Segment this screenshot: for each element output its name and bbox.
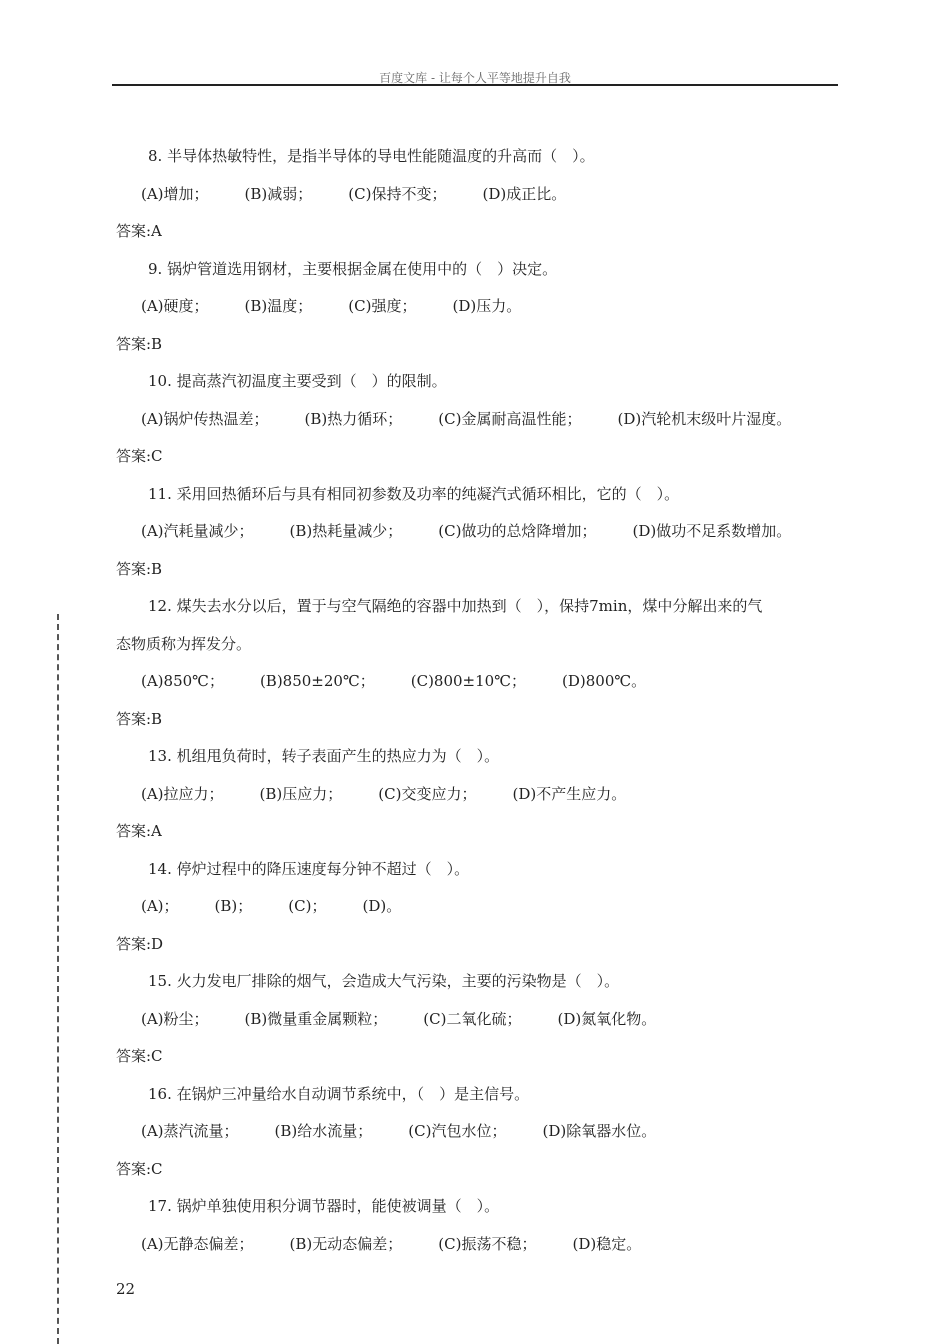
options-line: [141, 896, 401, 916]
answer-text: 答案:A: [116, 222, 162, 240]
option-c: (C)二氧化硫；: [423, 1010, 522, 1028]
option-a: (A)增加；: [141, 185, 209, 203]
option-d: (D)汽轮机末级叶片湿度。: [617, 410, 792, 428]
option-d: (D)稳定。: [572, 1235, 642, 1253]
question-text: 9. 锅炉管道选用钢材，主要根据金属在使用中的（ ）决定。: [148, 260, 558, 278]
question-text: 8. 半导体热敏特性，是指半导体的导电性能随温度的升高而（ ）。: [148, 147, 595, 165]
option-c: (C)；: [288, 897, 327, 915]
options-line: [141, 521, 791, 541]
question-text-continued: 态物质称为挥发分。: [116, 635, 252, 653]
option-a: (A)锅炉传热温差；: [141, 410, 269, 428]
option-b: (B)；: [214, 897, 253, 915]
option-a: (A)无静态偏差；: [141, 1235, 254, 1253]
option-d: (D)800℃。: [562, 672, 647, 690]
option-a: (A)；: [141, 897, 179, 915]
option-b: (B)微量重金属颗粒；: [244, 1010, 388, 1028]
option-b: (B)850±20℃；: [259, 672, 375, 690]
option-c: (C)交变应力；: [378, 785, 477, 803]
option-d: (D)压力。: [452, 297, 522, 315]
binding-margin-dashed-line: [57, 614, 59, 1344]
answer-text: 答案:C: [116, 1047, 163, 1065]
answer-text: 答案:B: [116, 710, 163, 728]
option-c: (C)做功的总焓降增加；: [438, 522, 597, 540]
answer-text: 答案:C: [116, 447, 163, 465]
option-c: (C)汽包水位；: [408, 1122, 507, 1140]
question-text: 14. 停炉过程中的降压速度每分钟不超过（ ）。: [148, 860, 470, 878]
option-d: (D)氮氧化物。: [557, 1010, 657, 1028]
header-title: 百度文库 - 让每个人平等地提升自我: [379, 71, 571, 85]
options-line: [141, 1009, 656, 1029]
answer-text: 答案:D: [116, 935, 164, 953]
option-a: (A)粉尘；: [141, 1010, 209, 1028]
options-line: [141, 184, 566, 204]
answer-text: 答案:C: [116, 1160, 163, 1178]
options-line: [141, 296, 521, 316]
question-text: 11. 采用回热循环后与具有相同初参数及功率的纯凝汽式循环相比，它的（ ）。: [148, 485, 680, 503]
options-line: [141, 784, 626, 804]
page-number: 22: [116, 1280, 136, 1298]
option-d: (D)。: [362, 897, 402, 915]
option-b: (B)温度；: [244, 297, 313, 315]
option-b: (B)压应力；: [259, 785, 343, 803]
question-text: 12. 煤失去水分以后，置于与空气隔绝的容器中加热到（ ），保持7min，煤中分解出来的气: [148, 597, 763, 615]
option-c: (C)保持不变；: [348, 185, 447, 203]
option-a: (A)850℃；: [141, 672, 224, 690]
option-b: (B)给水流量；: [274, 1122, 373, 1140]
options-line: [141, 671, 646, 691]
answer-text: 答案:B: [116, 335, 163, 353]
options-line: [141, 409, 791, 429]
question-text: 10. 提高蒸汽初温度主要受到（ ）的限制。: [148, 372, 447, 390]
options-line: [141, 1121, 656, 1141]
option-d: (D)成正比。: [482, 185, 567, 203]
question-text: 15. 火力发电厂排除的烟气，会造成大气污染，主要的污染物是（ ）。: [148, 972, 620, 990]
option-c: (C)800±10℃；: [410, 672, 526, 690]
option-b: (B)减弱；: [244, 185, 313, 203]
option-a: (A)蒸汽流量；: [141, 1122, 239, 1140]
option-d: (D)不产生应力。: [512, 785, 627, 803]
question-text: 16. 在锅炉三冲量给水自动调节系统中，（ ）是主信号。: [148, 1085, 530, 1103]
option-c: (C)强度；: [348, 297, 417, 315]
option-a: (A)硬度；: [141, 297, 209, 315]
options-line: [141, 1234, 641, 1254]
option-d: (D)做功不足系数增加。: [632, 522, 792, 540]
question-text: 17. 锅炉单独使用积分调节器时，能使被调量（ ）。: [148, 1197, 500, 1215]
option-b: (B)热力循环；: [304, 410, 403, 428]
option-b: (B)无动态偏差；: [289, 1235, 403, 1253]
answer-text: 答案:A: [116, 822, 162, 840]
option-c: (C)振荡不稳；: [438, 1235, 537, 1253]
option-d: (D)除氧器水位。: [542, 1122, 657, 1140]
option-a: (A)拉应力；: [141, 785, 224, 803]
option-c: (C)金属耐高温性能；: [438, 410, 582, 428]
page-header: [112, 70, 838, 86]
option-b: (B)热耗量减少；: [289, 522, 403, 540]
answer-text: 答案:B: [116, 560, 163, 578]
question-text: 13. 机组甩负荷时，转子表面产生的热应力为（ ）。: [148, 747, 500, 765]
option-a: (A)汽耗量减少；: [141, 522, 254, 540]
